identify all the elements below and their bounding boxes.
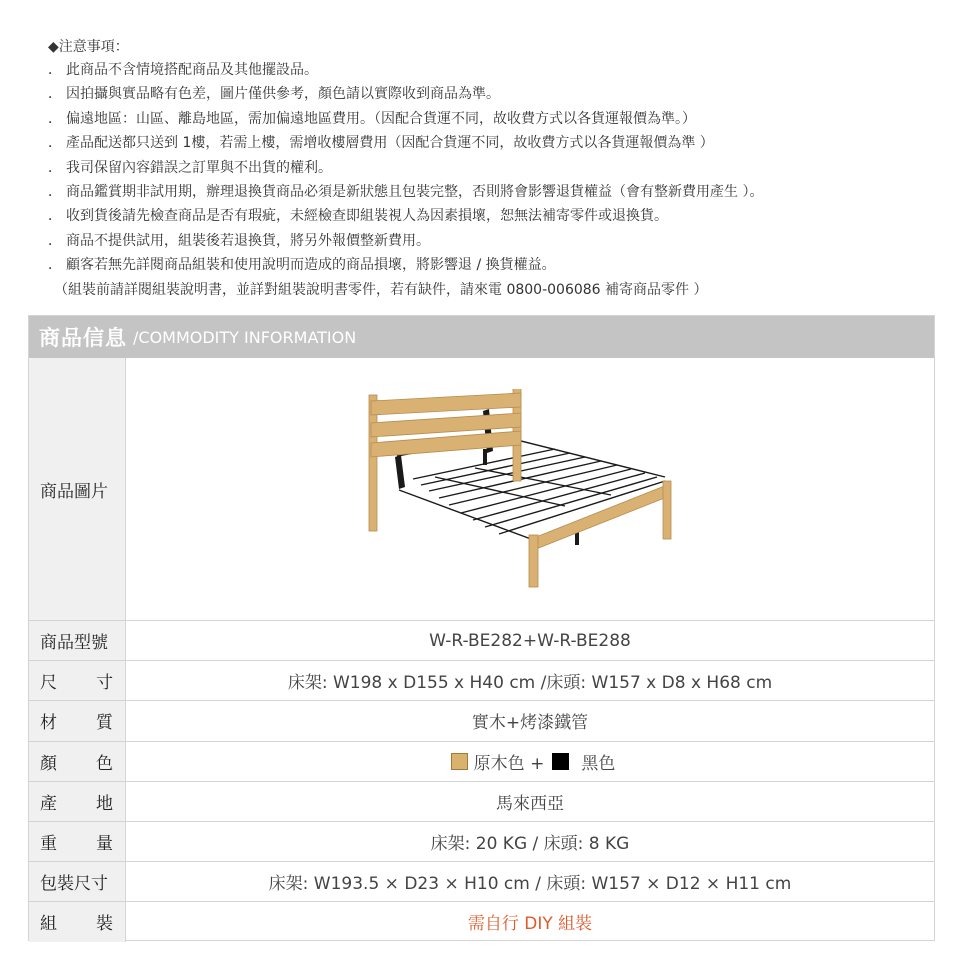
bullet: ．: [48, 62, 62, 78]
row-value: 實木+烤漆鐵管: [471, 713, 589, 734]
note-text: 商品鑑賞期非試用期，辦理退換貨商品必須是新狀態且包裝完整，否則將會影響退貨權益（會有整新費用產生 ）。: [66, 183, 764, 200]
note-item: [48, 229, 948, 253]
row-value-colors: [126, 742, 934, 781]
row-label: [29, 701, 126, 740]
headboard: [369, 389, 521, 531]
note-text: 收到貨後請先檢查商品是否有瑕疵，未經檢查即組裝視人為因素損壞，恕無法補寄零件或退換貨。: [66, 208, 668, 225]
note-item: [48, 58, 948, 82]
bullet: ．: [48, 232, 62, 249]
row-value-assembly: 需自行 DIY 組裝: [467, 914, 593, 935]
row-value: 床架: 20 KG / 床頭: 8 KG: [430, 834, 630, 855]
row-value: W-R-BE282+W-R-BE288: [429, 630, 631, 651]
row-value: 馬來西亞: [496, 793, 564, 814]
row-label: 商品型號: [29, 621, 126, 660]
row-value: 床架: W198 x D155 x H40 cm /床頭: W157 x D8 x H68 cm: [287, 673, 773, 694]
info-header-subtitle: /COMMODITY INFORMATION: [133, 327, 357, 347]
row-package-size: [29, 861, 934, 901]
bullet: ．: [48, 135, 62, 152]
black-color-swatch: [552, 753, 569, 770]
assembly-note: （組裝前請詳閱組裝說明書，並詳對組裝說明書零件，若有缺件，請來電 0800-006086 補寄商品零件 ）: [54, 281, 708, 298]
bullet: ．: [48, 257, 62, 274]
headboard-bracket-left: [395, 455, 405, 489]
notes-title: ◆注意事項：: [48, 39, 129, 55]
row-label: [29, 782, 126, 821]
row-label: [29, 822, 126, 861]
note-item: [48, 180, 948, 204]
note-text: 我司保留內容錯誤之訂單與不出貨的權利。: [66, 159, 332, 176]
row-label: [29, 742, 126, 781]
bullet: ．: [48, 159, 62, 176]
note-text: 商品不提供試用，組裝後若退換貨，將另外報價整新費用。: [66, 232, 430, 249]
bullet: ．: [48, 110, 62, 127]
label-char: 材: [40, 713, 57, 734]
label-char: 量: [96, 834, 113, 855]
info-header-title: 商品信息: [39, 326, 127, 350]
product-image: [126, 358, 934, 620]
row-label: 商品圖片: [29, 358, 126, 620]
row-color: [29, 741, 934, 781]
info-header: [29, 316, 934, 358]
note-item: [48, 156, 948, 180]
label-char: 尺: [40, 673, 57, 694]
row-label: [29, 902, 126, 941]
note-item: [48, 204, 948, 228]
note-item: [48, 253, 948, 277]
row-origin: [29, 781, 934, 821]
notes-section: [48, 36, 948, 302]
row-material: [29, 700, 934, 740]
row-assembly: [29, 901, 934, 941]
bullet: ．: [48, 208, 62, 225]
label-char: 產: [40, 793, 57, 814]
center-support: [483, 449, 487, 465]
label-char: 組: [40, 914, 57, 935]
note-text: 產品配送都只送到 1樓，若需上樓，需增收樓層費用（因配合貨運不同，故收費方式以各貨運報價為準 ）: [66, 135, 714, 152]
label-char: 地: [96, 793, 113, 814]
row-value: 床架: W193.5 × D23 × H10 cm / 床頭: W157 × D12 × H11 cm: [268, 874, 792, 895]
row-product-image: [29, 358, 934, 620]
commodity-info-table: [28, 315, 935, 941]
note-text: 顧客若無先詳閱商品組裝和使用說明而造成的商品損壞，將影響退 / 換貨權益。: [66, 257, 556, 274]
row-weight: [29, 821, 934, 861]
label-char: 重: [40, 834, 57, 855]
bed-frame-image: [365, 389, 695, 589]
note-text: 偏遠地區：山區、離島地區，需加偏遠地區費用。（因配合貨運不同，故收費方式以各貨運報價為準。）: [66, 110, 696, 127]
label-char: 質: [96, 713, 113, 734]
label-char: 顏: [40, 753, 57, 774]
note-item: [48, 107, 948, 131]
note-item: [48, 131, 948, 155]
bullet: ．: [48, 86, 62, 103]
label-char: 裝: [96, 914, 113, 935]
note-item: [48, 82, 948, 106]
label-char: 寸: [96, 673, 113, 694]
note-text: 因拍攝與實品略有色差，圖片僅供參考，顏色請以實際收到商品為準。: [66, 86, 500, 103]
color-name-black: 黑色: [581, 753, 616, 774]
footboard: [529, 481, 671, 587]
row-label: 包裝尺寸: [29, 862, 126, 901]
row-model: [29, 620, 934, 660]
note-text: 此商品不含情境搭配商品及其他擺設品。: [66, 62, 318, 78]
label-char: 色: [96, 753, 113, 774]
bullet: ．: [48, 183, 62, 200]
row-size: [29, 660, 934, 700]
row-label: [29, 661, 126, 700]
wood-color-swatch: [451, 753, 468, 770]
color-name-wood: 原木色 +: [473, 753, 545, 774]
